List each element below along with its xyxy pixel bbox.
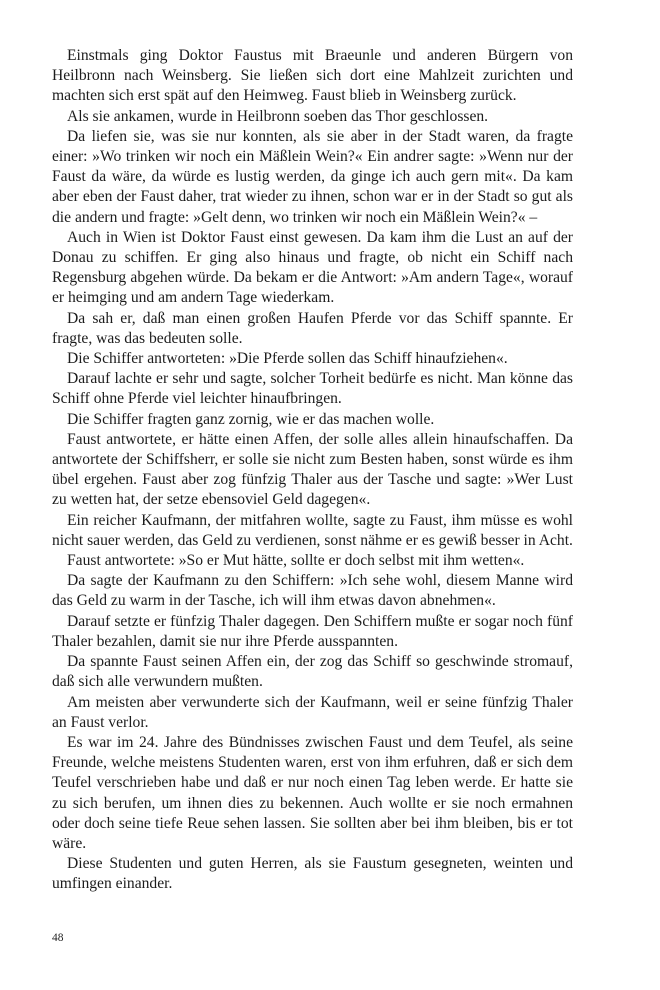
paragraph: Diese Studenten und guten Herren, als sie Faustum gesegneten, weinten und umfingen einander. xyxy=(52,855,573,893)
paragraph: Es war im 24. Jahre des Bündnisses zwischen Faust und dem Teufel, als seine Freunde, welche meistens Studenten waren, erst von ihm erfuhren, daß er sich dem Teufel verschrieben habe und daß er nur noch einen Tag leben werde. Er hatte sie zu sich berufen, um ihnen dies zu bekennen. Auch wollte er sie noch ermahnen oder doch seine tiefe Reue sehen lassen. Sie sollten aber bei ihm bleiben, bis er tot wäre. xyxy=(52,733,573,852)
paragraph: Ein reicher Kaufmann, der mitfahren wollte, sagte zu Faust, ihm müsse es wohl nicht sauer werden, das Geld zu verdienen, sonst nähme er es gewiß besser in Acht. xyxy=(52,511,573,549)
page-number: 48 xyxy=(52,932,64,944)
paragraph: Als sie ankamen, wurde in Heilbronn soeben das Thor geschlossen. xyxy=(67,107,489,125)
paragraph: Auch in Wien ist Doktor Faust einst gewesen. Da kam ihm die Lust an auf der Donau zu schiffen. Er ging also hinaus und fragte, ob nicht ein Schiff nach Regensburg abgehen würde. Da bekam er die Antwort: »Am andern Tage«, worauf er heimging und am andern Tage wiederkam. xyxy=(52,228,573,307)
paragraph: Darauf setzte er fünfzig Thaler dagegen. Den Schiffern mußte er sogar noch fünf Thaler bezahlen, damit sie nur ihre Pferde ausspannten. xyxy=(52,612,573,650)
paragraph: Faust antwortete, er hätte einen Affen, der solle alles allein hinaufschaffen. Da antwortete der Schiffsherr, er solle sie nicht zum Besten haben, sonst würde es ihm übel ergehen. Faust aber zog fünfzig Thaler aus der Tasche und sagte: »Wer Lust zu wetten hat, der setze ebensoviel Geld dagegen«. xyxy=(52,430,573,509)
paragraph: Die Schiffer fragten ganz zornig, wie er das machen wolle. xyxy=(67,410,435,428)
paragraph: Die Schiffer antworteten: »Die Pferde sollen das Schiff hinaufziehen«. xyxy=(67,350,508,368)
paragraph: Am meisten aber verwunderte sich der Kaufmann, weil er seine fünfzig Thaler an Faust verlor. xyxy=(52,693,573,731)
paragraph: Darauf lachte er sehr und sagte, solcher Torheit bedürfe es nicht. Man könne das Schiff ohne Pferde viel leichter hinaufbringen. xyxy=(52,370,573,408)
paragraph: Da sagte der Kaufmann zu den Schiffern: »Ich sehe wohl, diesem Manne wird das Geld zu warm in der Tasche, ich will ihm etwas davon abnehmen«. xyxy=(52,572,573,610)
paragraph: Da spannte Faust seinen Affen ein, der zog das Schiff so geschwinde stromauf, daß sich alle verwundern mußten. xyxy=(52,653,573,691)
paragraph: Faust antwortete: »So er Mut hätte, sollte er doch selbst mit ihm wetten«. xyxy=(67,552,525,570)
paragraph: Einstmals ging Doktor Faustus mit Braeunle und anderen Bürgern von Heilbronn nach Weinsberg. Sie ließen sich dort eine Mahlzeit zurichten und machten sich erst spät auf den Heimweg. Faust blieb in Weinsberg zurück. xyxy=(52,47,573,105)
paragraph: Da sah er, daß man einen großen Haufen Pferde vor das Schiff spannte. Er fragte, was das bedeuten solle. xyxy=(52,309,573,347)
paragraph: Da liefen sie, was sie nur konnten, als sie aber in der Stadt waren, da fragte einer: »Wo trinken wir noch ein Mäßlein Wein?« Ein andrer sagte: »Wenn nur der Faust da wäre, da würde es lustig werden, da ginge ich auch gern mit«. Da kam aber eben der Faust daher, trat wieder zu ihnen, schon war er in der Stadt so gut als die andern und fragte: »Gelt denn, wo trinken wir noch ein Mäßlein Wein?« – xyxy=(52,127,573,226)
page-body xyxy=(52,46,573,895)
